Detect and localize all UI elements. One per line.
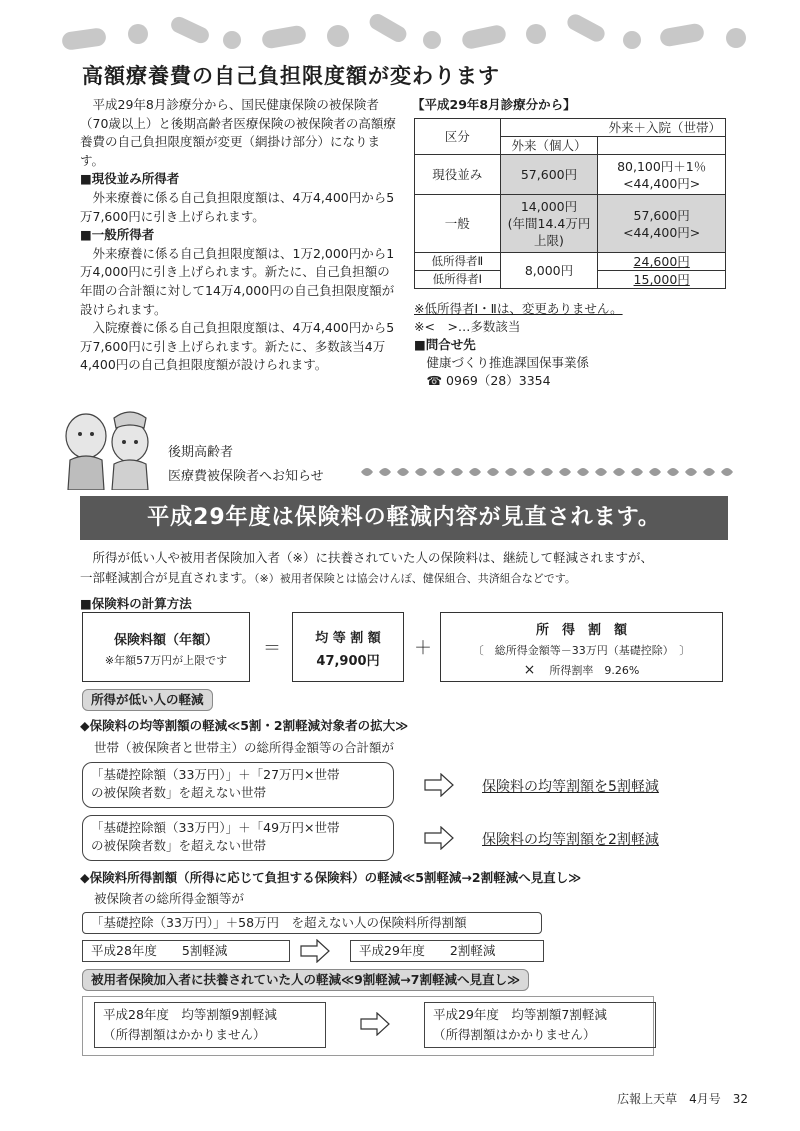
condition-2-line-2: の被保険者数」を超えない世帯 bbox=[91, 838, 267, 853]
intro-note: （※）被用者保険とは協会けんぽ、健保組合、共済組合などです。 bbox=[254, 572, 576, 585]
household-text: 世帯（被保険者と世帯主）の総所得金額等の合計額が bbox=[94, 740, 395, 755]
general-income-heading: ■一般所得者 bbox=[80, 227, 155, 243]
leaf-decoration bbox=[357, 463, 737, 481]
header-outpatient: 外来（個人） bbox=[500, 137, 598, 155]
row-general-combined-2: <44,400円> bbox=[623, 224, 701, 240]
note-low-income: ※低所得者Ⅰ・Ⅱは、変更ありません。 bbox=[414, 301, 623, 316]
condition-1-line-2: の被保険者数」を超えない世帯 bbox=[91, 785, 267, 800]
arrow-right-icon bbox=[360, 1012, 390, 1036]
row-general-outpatient-2: (年間14.4万円 bbox=[507, 216, 591, 231]
premium-box bbox=[82, 612, 250, 682]
dep-h28-line-2: （所得割額はかかりません） bbox=[103, 1027, 266, 1042]
h29-reduction-box: 平成29年度 2割軽減 bbox=[350, 940, 544, 962]
dep-h28-line-1: 平成28年度 均等割額9割軽減 bbox=[103, 1007, 277, 1022]
calc-method-heading: ■保険料の計算方法 bbox=[80, 596, 192, 611]
condition-box-1 bbox=[82, 762, 394, 808]
income-formula: 〔 総所得金額等－33万円（基礎控除） 〕 bbox=[472, 644, 691, 657]
row-general-outpatient bbox=[500, 195, 598, 253]
equal-reduction-heading: ◆保険料の均等割額の軽減≪5割・2割軽減対象者の拡大≫ bbox=[80, 718, 409, 733]
table-notes bbox=[414, 300, 734, 390]
row-low2-category: 低所得者Ⅱ bbox=[415, 253, 501, 271]
income-share-label: 所 得 割 額 bbox=[535, 623, 627, 638]
active-income-heading: ■現役並み所得者 bbox=[80, 171, 180, 187]
equals-sign: ＝ bbox=[263, 638, 281, 659]
row-general-outpatient-1: 14,000円 bbox=[520, 199, 578, 214]
section2-intro bbox=[80, 548, 740, 589]
income-rate: 所得割率 9.26% bbox=[549, 664, 640, 677]
table-caption: 【平成29年8月診療分から】 bbox=[412, 97, 576, 112]
header-outpatient-inpatient: 外来＋入院（世帯） bbox=[500, 119, 725, 137]
equal-share-value: 47,900円 bbox=[316, 654, 380, 669]
income-share-box bbox=[440, 612, 723, 682]
note-multiple: ※< >…多数該当 bbox=[414, 319, 521, 334]
elderly-couple-illustration bbox=[58, 402, 158, 490]
copay-limit-table bbox=[414, 118, 726, 289]
row-low-outpatient: 8,000円 bbox=[500, 253, 598, 289]
row-active-combined-2: <44,400円> bbox=[623, 175, 701, 191]
active-income-text: 外来療養に係る自己負担限度額は、4万4,400円から5万7,600円に引き上げられます。 bbox=[80, 189, 395, 224]
condition-box-2 bbox=[82, 815, 394, 861]
condition-2-line-1: 「基礎控除額（33万円）」＋「49万円×世帯 bbox=[91, 820, 340, 835]
dep-h29-line-1: 平成29年度 均等割額7割軽減 bbox=[433, 1007, 607, 1022]
h28-reduction-box: 平成28年度 5割軽減 bbox=[82, 940, 290, 962]
pill-decoration bbox=[0, 0, 800, 60]
row-general-combined-1: 57,600円 bbox=[633, 207, 690, 223]
result-20-percent: 保険料の均等割額を2割軽減 bbox=[482, 832, 659, 848]
row-active-combined-1: 80,100円＋1％ bbox=[617, 158, 707, 174]
row-active-category: 現役並み bbox=[415, 155, 501, 195]
row-general-outpatient-3: 上限) bbox=[534, 233, 564, 248]
income-rate-row bbox=[441, 662, 722, 678]
arrow-right-icon bbox=[424, 773, 454, 797]
row-general-combined bbox=[598, 195, 726, 253]
premium-note: ※年額57万円が上限です bbox=[104, 654, 228, 667]
row-active-outpatient: 57,600円 bbox=[500, 155, 598, 195]
header-category: 区分 bbox=[415, 119, 501, 155]
contact-heading: ■問合せ先 bbox=[414, 337, 476, 352]
income-reduction-heading: ◆保険料所得割額（所得に応じて負担する保険料）の軽減≪5割軽減→2割軽減へ見直し≫ bbox=[80, 870, 582, 885]
premium-label: 保険料額（年額） bbox=[113, 633, 218, 648]
intro-line-1: 所得が低い人や被用者保険加入者（※）に扶養されていた人の保険料は、継続して軽減されますが、 bbox=[92, 550, 653, 565]
condition-1-line-1: 「基礎控除額（33万円）」＋「27万円×世帯 bbox=[91, 767, 340, 782]
intro-line-2: 一部軽減割合が見直されます。 bbox=[80, 570, 255, 585]
general-income-text-2: 入院療養に係る自己負担限度額は、4万4,400円から5万7,600円に引き上げられます。新たに、多数該当4万4,400円の自己負担限度額が設けられます。 bbox=[80, 320, 395, 373]
low-income-tag: 所得が低い人の軽減 bbox=[82, 689, 213, 711]
contact-phone: ☎ 0969（28）3354 bbox=[426, 373, 551, 388]
row-active-combined bbox=[598, 155, 726, 195]
equal-share-box bbox=[292, 612, 404, 682]
income-condition-box: 「基礎控除（33万円）」＋58万円 を超えない人の保険料所得割額 bbox=[82, 912, 542, 934]
times-sign: × bbox=[523, 662, 536, 678]
section1-body bbox=[80, 96, 398, 375]
dep-h29-box bbox=[424, 1002, 656, 1048]
row-low2-combined: 24,600円 bbox=[598, 253, 726, 271]
section2-banner: 平成29年度は保険料の軽減内容が見直されます。 bbox=[80, 496, 728, 540]
dependent-reduction-tag: 被用者保険加入者に扶養されていた人の軽減≪9割軽減→7割軽減へ見直し≫ bbox=[82, 969, 529, 991]
plus-sign: ＋ bbox=[414, 638, 432, 659]
dep-h29-line-2: （所得割額はかかりません） bbox=[433, 1027, 596, 1042]
row-general-category: 一般 bbox=[415, 195, 501, 253]
section1-title: 高額療養費の自己負担限度額が変わります bbox=[82, 64, 500, 88]
row-low1-category: 低所得者Ⅰ bbox=[415, 271, 501, 289]
row-low1-combined: 15,000円 bbox=[598, 271, 726, 289]
section1-intro: 平成29年8月診療分から、国民健康保険の被保険者（70歳以上）と後期高齢者医療保険の被保険者の高額療養費の自己負担限度額が変更（網掛け部分）になります。 bbox=[80, 97, 396, 168]
result-50-percent: 保険料の均等割額を5割軽減 bbox=[482, 779, 659, 795]
arrow-right-icon bbox=[300, 939, 330, 963]
dep-h28-box bbox=[94, 1002, 326, 1048]
general-income-text-1: 外来療養に係る自己負担限度額は、1万2,000円から1万4,000円に引き上げられます。新たに、自己負担額の年間の合計額に対して14万4,000円の自己負担限度額が設けられます。 bbox=[80, 245, 395, 317]
insured-text: 被保険者の総所得金額等が bbox=[94, 891, 245, 906]
page-footer: 広報上天草 4月号 32 bbox=[617, 1092, 748, 1106]
arrow-right-icon bbox=[424, 826, 454, 850]
contact-department: 健康づくり推進課国保事業係 bbox=[426, 355, 590, 370]
equal-share-label: 均 等 割 額 bbox=[315, 631, 381, 646]
late-elderly-label: 後期高齢者 bbox=[168, 445, 234, 460]
notice-label: 医療費被保険者へお知らせ bbox=[168, 469, 324, 484]
